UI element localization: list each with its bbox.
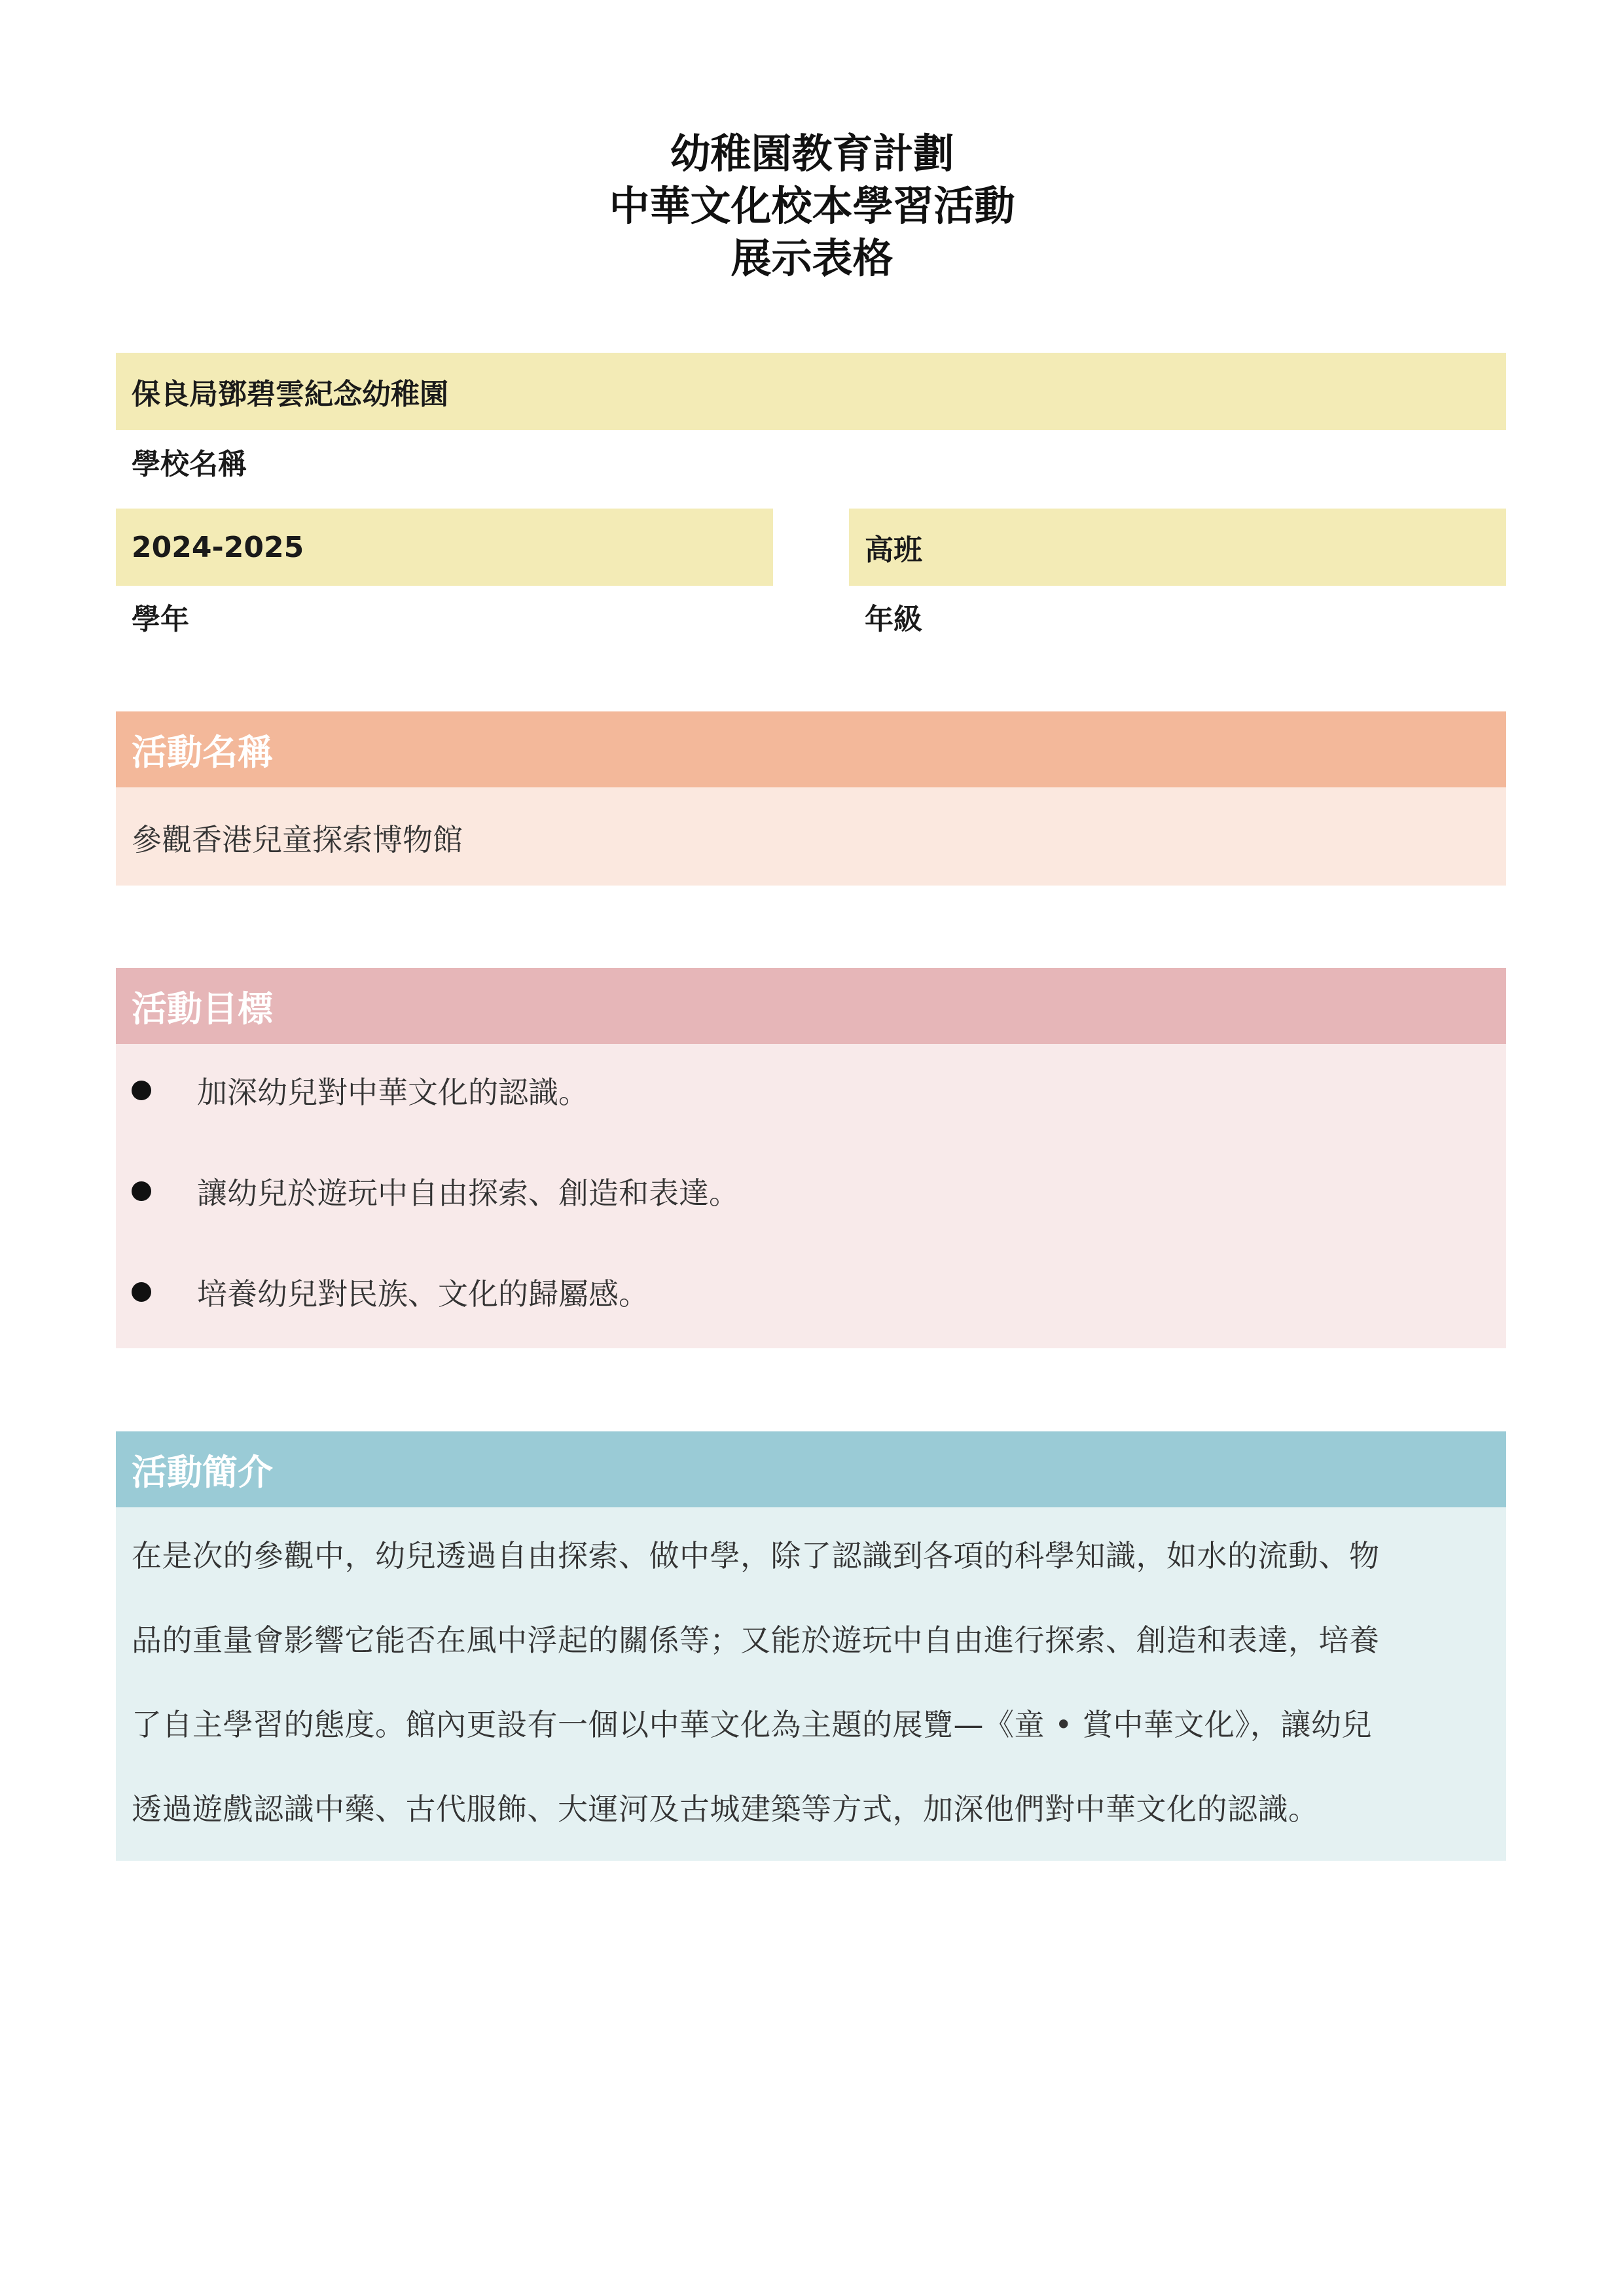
grade-label: 年級 — [865, 603, 922, 636]
activity-intro-header-text: 活動簡介 — [132, 1451, 273, 1493]
bullet-icon — [132, 1181, 151, 1201]
intro-line: 品的重量會影響它能否在風中浮起的關係等；又能於遊玩中自由進行探索、創造和表達，培養 — [132, 1623, 1380, 1658]
activity-goals-body — [116, 1044, 1506, 1348]
activity-goals-header-text: 活動目標 — [132, 988, 273, 1030]
goal-text: 讓幼兒於遊玩中自由探索、創造和表達。 — [197, 1175, 739, 1211]
grade-field[interactable] — [849, 509, 1506, 586]
school-year-value: 2024-2025 — [132, 530, 304, 564]
school-year-field[interactable] — [116, 509, 773, 586]
list-item — [116, 1165, 1506, 1217]
grade-value: 高班 — [865, 533, 922, 567]
intro-line: 了自主學習的態度。館內更設有一個以中華文化為主題的展覽—《童 • 賞中華文化》，讓幼兒 — [132, 1707, 1372, 1742]
activity-name-header — [116, 711, 1506, 787]
list-item — [116, 1266, 1506, 1318]
intro-line: 在是次的參觀中，幼兒透過自由探索、做中學，除了認識到各項的科學知識，如水的流動、物 — [132, 1538, 1380, 1573]
title-line-1: 幼稚園教育計劃 — [670, 130, 954, 177]
school-name-field[interactable] — [116, 353, 1506, 430]
activity-intro-header — [116, 1431, 1506, 1507]
school-year-label: 學年 — [132, 603, 189, 636]
activity-name-value: 參觀香港兒童探索博物館 — [132, 822, 463, 857]
bullet-icon — [132, 1282, 151, 1302]
activity-goals-header — [116, 968, 1506, 1044]
intro-line: 透過遊戲認識中藥、古代服飾、大運河及古城建築等方式，加深他們對中華文化的認識。 — [132, 1791, 1319, 1827]
goal-text: 加深幼兒對中華文化的認識。 — [197, 1075, 588, 1110]
list-item — [116, 1064, 1506, 1117]
school-name-value: 保良局鄧碧雲紀念幼稚園 — [132, 378, 448, 411]
document-title — [0, 128, 1624, 285]
school-name-label: 學校名稱 — [132, 448, 247, 481]
goal-text: 培養幼兒對民族、文化的歸屬感。 — [197, 1276, 649, 1312]
activity-name-header-text: 活動名稱 — [132, 731, 273, 773]
title-line-3: 展示表格 — [731, 234, 893, 282]
bullet-icon — [132, 1081, 151, 1100]
activity-name-body — [116, 787, 1506, 886]
title-line-2: 中華文化校本學習活動 — [609, 182, 1015, 230]
activity-intro-body — [116, 1507, 1506, 1861]
